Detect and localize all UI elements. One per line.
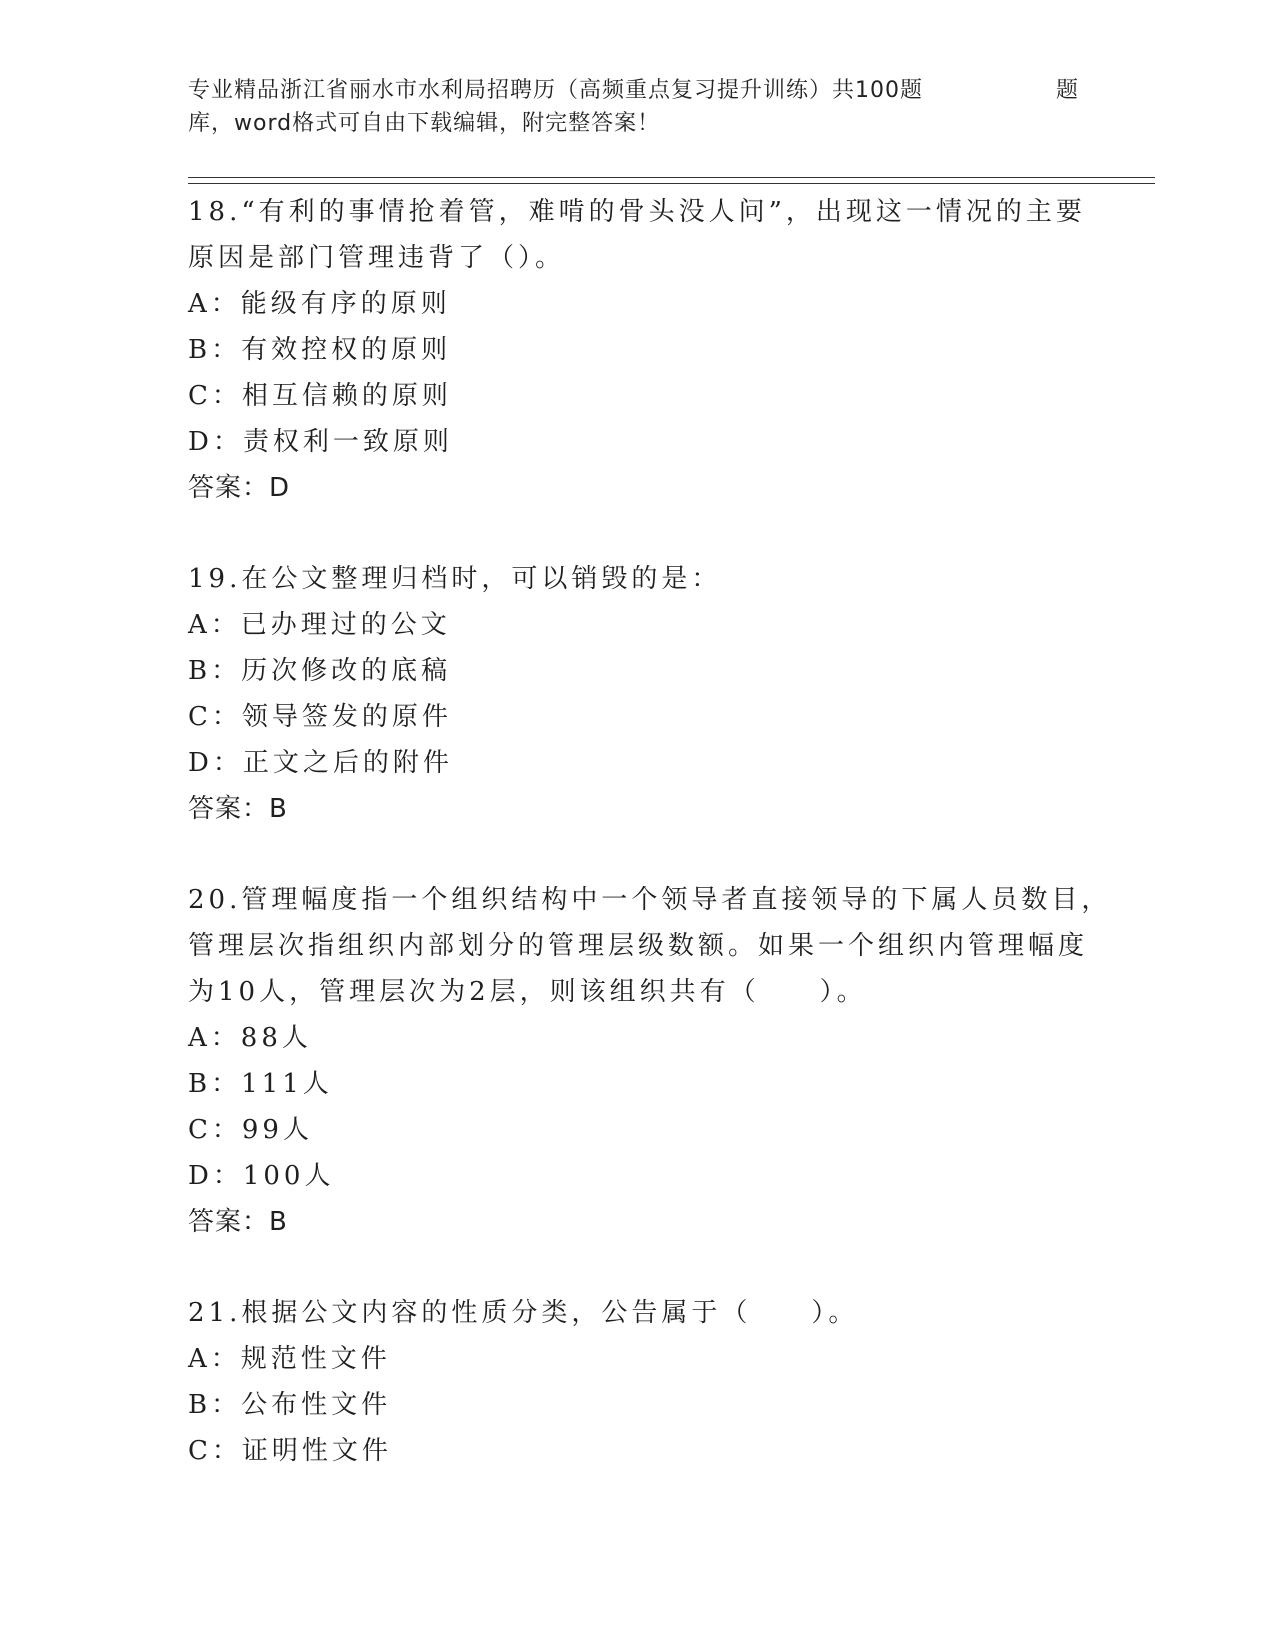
question-spacer bbox=[188, 832, 1088, 877]
option-a: A：规范性文件 bbox=[188, 1344, 391, 1374]
question-stem-line: 21.根据公文内容的性质分类，公告属于（ ）。 bbox=[188, 1298, 859, 1328]
document-header bbox=[188, 74, 1088, 140]
option-a: A：能级有序的原则 bbox=[188, 289, 451, 319]
question-21 bbox=[188, 1290, 1088, 1474]
header-title-tail: 题 bbox=[1056, 78, 1080, 103]
header-line-2: 库，word格式可自由下载编辑，附完整答案！ bbox=[188, 111, 661, 136]
question-stem-line: 20.管理幅度指一个组织结构中一个领导者直接领导的下属人员数目， bbox=[188, 885, 1112, 915]
option-d: D：责权利一致原则 bbox=[188, 427, 453, 457]
option-d: D：100人 bbox=[188, 1161, 335, 1191]
question-spacer bbox=[188, 1245, 1088, 1290]
question-stem-line: 19.在公文整理归档时，可以销毁的是： bbox=[188, 564, 722, 594]
option-c: C：99人 bbox=[188, 1115, 313, 1145]
question-stem-line: 管理层次指组织内部划分的管理层级数额。如果一个组织内管理幅度 bbox=[188, 931, 1089, 961]
question-spacer bbox=[188, 511, 1088, 556]
question-stem-line: 为10人，管理层次为2层，则该组织共有（ ）。 bbox=[188, 977, 867, 1007]
question-stem-line: 原因是部门管理违背了（）。 bbox=[188, 243, 566, 273]
option-b: B：111人 bbox=[188, 1069, 333, 1099]
question-stem-line: 18.“有利的事情抢着管，难啃的骨头没人问”，出现这一情况的主要 bbox=[188, 197, 1086, 227]
option-c: C：相互信赖的原则 bbox=[188, 381, 452, 411]
option-a: A：88人 bbox=[188, 1023, 312, 1053]
option-b: B：有效控权的原则 bbox=[188, 335, 452, 365]
header-rule-bottom bbox=[188, 183, 1155, 184]
option-c: C：证明性文件 bbox=[188, 1436, 392, 1466]
option-b: B：历次修改的底稿 bbox=[188, 656, 452, 686]
header-line-1 bbox=[188, 74, 1088, 107]
option-d: D：正文之后的附件 bbox=[188, 748, 453, 778]
question-18 bbox=[188, 189, 1088, 511]
option-c: C：领导签发的原件 bbox=[188, 702, 452, 732]
question-19 bbox=[188, 556, 1088, 832]
header-title: 专业精品浙江省丽水市水利局招聘历（高频重点复习提升训练）共100题 bbox=[188, 78, 923, 103]
answer-line: 答案：B bbox=[188, 1207, 288, 1237]
question-20 bbox=[188, 877, 1112, 1245]
question-list bbox=[188, 189, 1112, 1474]
answer-line: 答案：D bbox=[188, 473, 291, 503]
option-a: A：已办理过的公文 bbox=[188, 610, 451, 640]
answer-line: 答案：B bbox=[188, 794, 288, 824]
header-rule-top bbox=[188, 177, 1155, 178]
option-b: B：公布性文件 bbox=[188, 1390, 392, 1420]
